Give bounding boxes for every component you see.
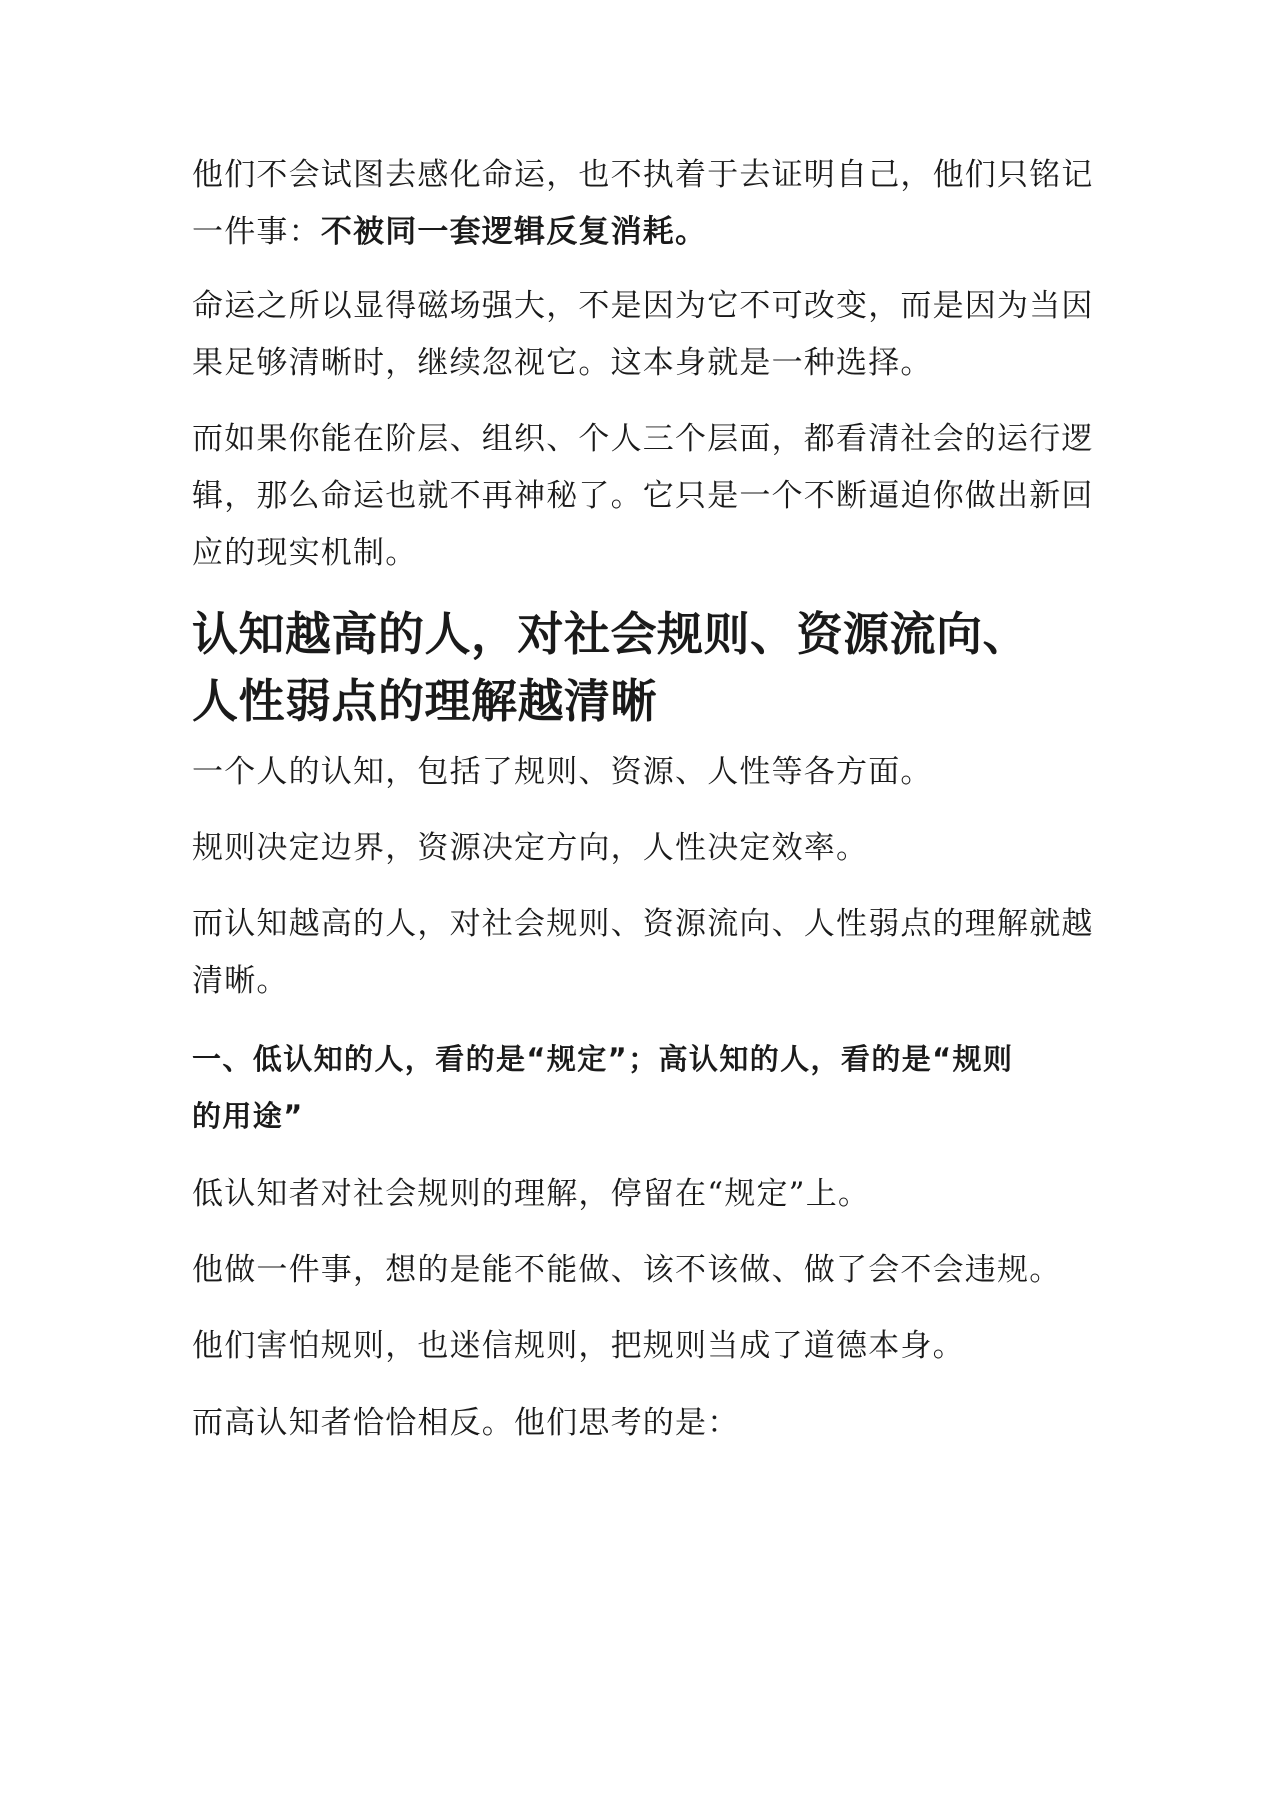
paragraph-1-line-2 [192, 204, 1082, 261]
paragraph-2-line-2: 果足够清晰时，继续忽视它。这本身就是一种选择。 [192, 345, 933, 381]
subsection-heading-line-1: 一、低认知的人，看的是“规定”；高认知的人，看的是“规则 [192, 1042, 1014, 1076]
paragraph-1-prefix: 一件事： [192, 214, 321, 250]
paragraph-2 [192, 278, 1094, 392]
paragraph-1 [192, 147, 1094, 261]
paragraph-9: 他们害怕规则，也迷信规则，把规则当成了道德本身。 [192, 1328, 965, 1364]
paragraph-6-line-2: 清晰。 [192, 963, 289, 999]
paragraph-6 [192, 896, 1094, 1010]
section-heading [192, 601, 1092, 735]
paragraph-3-line-1: 而如果你能在阶层、组织、个人三个层面，都看清社会的运行逻 [192, 421, 1094, 457]
paragraph-8: 他做一件事，想的是能不能做、该不该做、做了会不会违规。 [192, 1252, 1062, 1288]
paragraph-1-line-1: 他们不会试图去感化命运，也不执着于去证明自己，他们只铭记 [192, 157, 1094, 193]
paragraph-2-line-1: 命运之所以显得磁场强大，不是因为它不可改变，而是因为当因 [192, 288, 1094, 324]
paragraph-6-line-1: 而认知越高的人，对社会规则、资源流向、人性弱点的理解就越 [192, 906, 1094, 942]
paragraph-10: 而高认知者恰恰相反。他们思考的是： [192, 1405, 740, 1441]
paragraph-1-emphasis: 不被同一套逻辑反复消耗。 [320, 214, 708, 250]
paragraph-3 [192, 411, 1094, 582]
subsection-heading [192, 1031, 1082, 1145]
subsection-heading-line-2: 的用途” [192, 1099, 304, 1133]
paragraph-7: 低认知者对社会规则的理解，停留在“规定”上。 [192, 1176, 871, 1212]
paragraph-3-line-3: 应的现实机制。 [192, 535, 418, 571]
paragraph-5: 规则决定边界，资源决定方向，人性决定效率。 [192, 830, 869, 866]
paragraph-4: 一个人的认知，包括了规则、资源、人性等各方面。 [192, 754, 933, 790]
section-heading-line-2: 人性弱点的理解越清晰 [192, 674, 657, 728]
section-heading-line-1: 认知越高的人，对社会规则、资源流向、 [192, 607, 1029, 661]
paragraph-3-line-2: 辑，那么命运也就不再神秘了。它只是一个不断逼迫你做出新回 [192, 478, 1094, 514]
